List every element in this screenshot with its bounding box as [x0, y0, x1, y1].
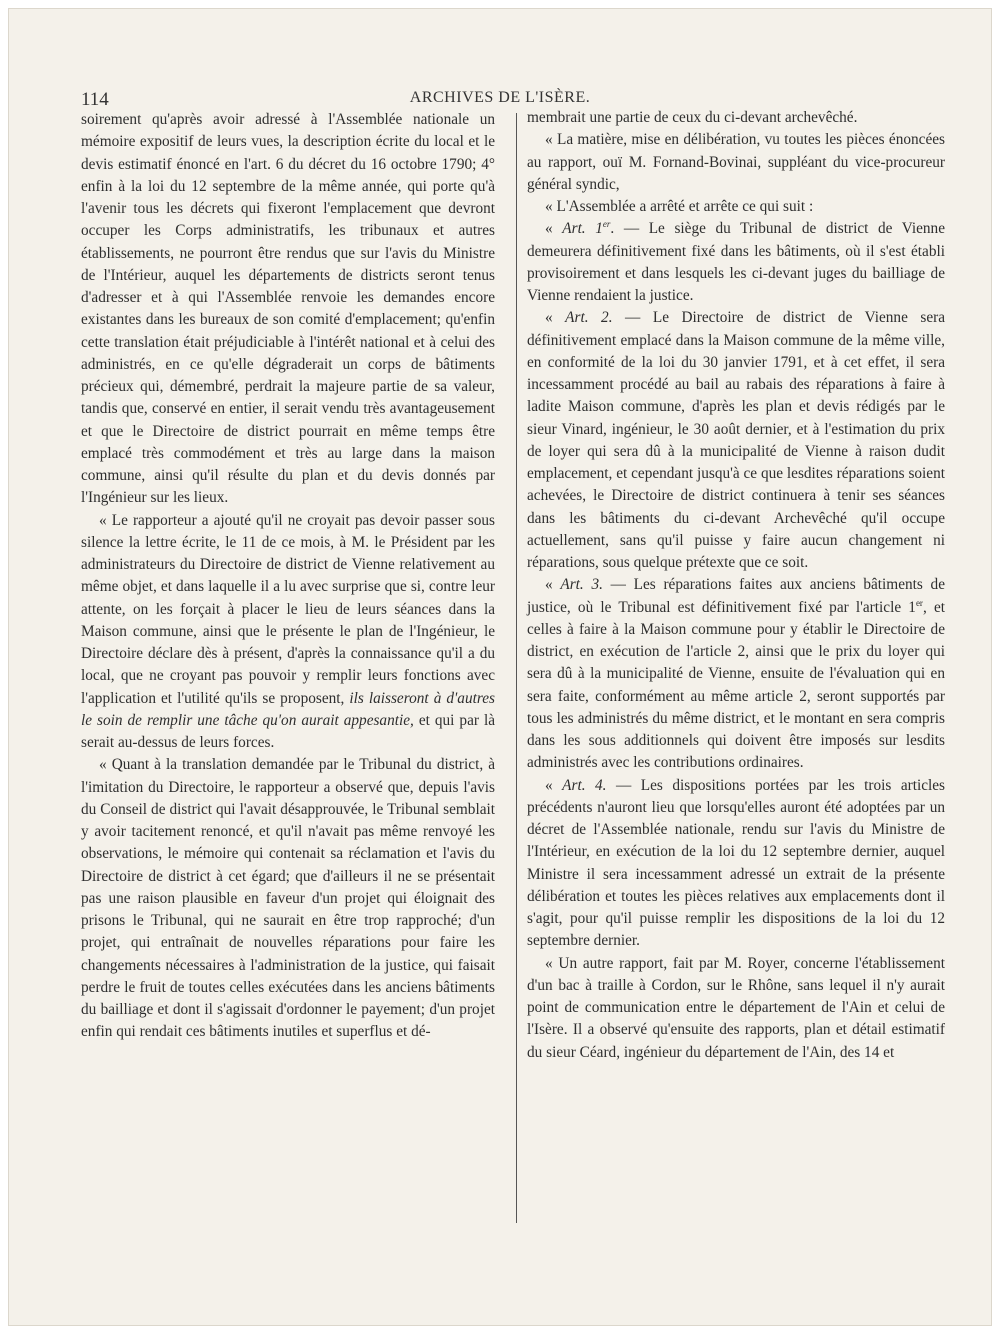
article-label: Art. 1	[562, 220, 603, 238]
paragraph: membrait une partie de ceux du ci-devant archevêché.	[527, 109, 858, 126]
article-1: « Art. 1er. — Le siège du Tribunal de district de Vienne demeurera définitivement fixé dans les bâtiments, où il s'est établi provisoirement et dans lesquels les ci-devant juges du bailliage de Vienne rendaient la justice.	[527, 219, 945, 304]
article-label: Art. 2.	[565, 309, 613, 327]
article-3: « Art. 3. — Les réparations faites aux anciens bâtiments de justice, où le Tribunal est définitivement fixé par l'article 1er, et celles à faire à la Maison commune pour y établir le Directoire de district, en exécution de l'article 2, ainsi que le prix du loyer qui sera dû à la municipalité de Vienne, ensuite de l'évaluation qui en sera faite, conformément au même article 2, seront supportés par tous les administrés du même district, et le montant en sera compris dans les sous additionnels qui doivent être imposés sur lesdits administrés avec les contributions ordinaires.	[527, 576, 945, 772]
paragraph: soirement qu'après avoir adressé à l'Assemblée nationale un mémoire expositif de leurs vues, la description écrite du local et le devis estimatif énoncé en l'art. 6 du décret du 16 octobre 1790; 4° enfin à la loi du 12 septembre de la même année, qui porte qu'à l'avenir tous les décrets qui fixeront l'emplacement que devront occuper les Corps administratifs, les tribunaux et autres établissements, ne pourront être rendus que sur l'avis du Ministre de l'Intérieur, auquel les départements de districts seront tenus d'adresser et à qui l'Assemblée renvoie les demandes encore existantes dans les bureaux de son comité d'emplacement; qu'enfin cette translation était préjudiciable à l'intérêt national et à celui des administrés, en ce qu'elle dégraderait un corps de bâtiments précieux qui, démembré, perdrait la majeure partie de sa valeur, tandis que, conservé en entier, il serait vendu très avantageusement et que le Directoire de district pourrait en même temps être emplacé très commodément et très au large dans la maison commune, ainsi qu'il résulte du plan et du devis donnés par l'Ingénieur sur les lieux.	[81, 111, 495, 507]
article-text: — Les réparations faites aux anciens bâtiments de justice, où le Tribunal est définitivement fixé par l'article 1	[527, 576, 945, 616]
paragraph: « La matière, mise en délibération, vu toutes les pièces énoncées au rapport, ouï M. Fornand-Bovinai, suppléant du vice-procureur général syndic,	[527, 131, 945, 193]
article-text: , et celles à faire à la Maison commune pour y établir le Directoire de district, en exécution de l'article 2, ainsi que le prix du loyer qui sera dû à la municipalité de Vienne, ensuite de l'évaluation qui en sera faite, conformément au même article 2, seront supportés par tous les administrés du même district, et le montant en sera compris dans les sous additionnels qui doivent être imposés sur lesdits administrés avec les contributions ordinaires.	[527, 598, 945, 772]
right-column	[527, 107, 945, 1064]
running-title: ARCHIVES DE L'ISÈRE.	[409, 89, 591, 106]
paragraph: « L'Assemblée a arrêté et arrête ce qui suit :	[545, 198, 814, 215]
article-sup: er	[602, 219, 611, 230]
article-label: Art. 3.	[560, 576, 603, 594]
paragraph	[81, 510, 495, 755]
scanned-page	[8, 8, 992, 1326]
paragraph: « Un autre rapport, fait par M. Royer, concerne l'établissement d'un bac à traille à Cordon, sur le Rhône, sans lequel il n'y aurait point de communication entre le département de l'Ain et celui de l'Isère. Il a observé qu'ensuite des rapports, plan et détail estimatif du sieur Céard, ingénieur du département de l'Ain, des 14 et	[527, 954, 945, 1061]
left-column	[81, 109, 495, 1044]
article-text: — Le Directoire de district de Vienne sera définitivement emplacé dans la Maison commune de la même ville, en conformité de la loi du 30 janvier 1791, et à cet effet, il sera incessamment procédé au bail au rabais des réparations à faire à ladite Maison commune, d'après les plan et devis rédigés par le sieur Vinard, ingénieur, le 30 août dernier, et à l'estimation du prix de loyer qui sera dû à la municipalité de Vienne à raison dudit emplacement, et cependant jusqu'à ce que lesdites réparations soient achevées, le Directoire de district continuera à tenir ses séances dans les bâtiments du ci-devant Archevêché qu'il occupe actuellement, sans qu'il puisse y faire aucun changement ni réparations, sous quelque prétexte que ce soit.	[527, 309, 945, 571]
article-text: — Les dispositions portées par les trois articles précédents n'auront lieu que lorsqu'elles auront été adoptées par un décret de l'Assemblée nationale, rendu sur l'avis du Ministre de l'Intérieur, en exécution de la loi du 12 septembre dernier, auquel Ministre il sera incessamment adressé un extrait de la présente délibération et toutes les pièces relatives aux emplacements dont il s'agit, pour qu'il puisse remplir les dispositions de la loi du 12 septembre dernier.	[527, 776, 945, 950]
page-number: 114	[81, 89, 109, 110]
article-2: « Art. 2. — Le Directoire de district de Vienne sera définitivement emplacé dans la Maison commune de la même ville, en conformité de la loi du 30 janvier 1791, et à cet effet, il sera incessamment procédé au bail au rabais des réparations à faire à ladite Maison commune, d'après les plan et devis rédigés par le sieur Vinard, ingénieur, le 30 août dernier, et à l'estimation du prix de loyer qui sera dû à la municipalité de Vienne à raison dudit emplacement, et cependant jusqu'à ce que lesdites réparations soient achevées, le Directoire de district continuera à tenir ses séances dans les bâtiments du ci-devant Archevêché qu'il occupe actuellement, sans qu'il puisse y faire aucun changement ni réparations, sous quelque prétexte que ce soit.	[527, 309, 945, 571]
article-text: . — Le siège du Tribunal de district de Vienne demeurera définitivement fixé dans les bâtiments, où il s'est établi provisoirement et dans lesquels les ci-devant juges du bailliage de Vienne rendaient la justice.	[527, 220, 945, 304]
paragraph-text: « Le rapporteur a ajouté qu'il ne croyait pas devoir passer sous silence la lettre écrite, le 11 de ce mois, à M. le Président par les administrateurs du Directoire de district de Vienne relativement au même objet, et dans laquelle il a lu avec surprise que si, contre leur attente, on les forçait à placer le lieu de leurs séances dans la Maison commune, ainsi que le présente le plan de l'Ingénieur, le Directoire déclare dès à présent, d'après la connaissance qu'il a du local, que ne croyant pas pouvoir y remplir leurs fonctions avec l'application et l'utilité qu'ils se proposent,	[81, 511, 495, 707]
paragraph-text: et qui par là serait au-dessus de leurs forces.	[81, 711, 495, 751]
article-label: Art. 4.	[562, 776, 607, 794]
column-divider	[516, 113, 517, 1223]
paragraph: « Quant à la translation demandée par le Tribunal du district, à l'imitation du Directoire, le rapporteur a observé que, depuis l'avis du Conseil de district qui l'avait désapprouvée, le Tribunal semblait y avoir tacitement renoncé, et qu'il n'avait pas même renvoyé les observations, le mémoire qui contenait sa réclamation et l'avis du Directoire de district à cet égard; que d'ailleurs il ne se présentait pas une raison plausible en faveur d'un projet qui éloignait des prisons le Tribunal, qui ne saurait en être trop rapproché; d'un projet, qui entraînait de nouvelles réparations pour faire les changements nécessaires à l'administration de la justice, qui faisait perdre le fruit de toutes celles exécutées dans les anciens bâtiments du bailliage et dont il s'agissait d'ordonner le payement; d'un projet enfin qui rendait ces bâtiments inutiles et superflus et dé-	[81, 756, 495, 1041]
article-4: « Art. 4. — Les dispositions portées par les trois articles précédents n'auront lieu que lorsqu'elles auront été adoptées par un décret de l'Assemblée nationale, rendu sur l'avis du Ministre de l'Intérieur, en exécution de la loi du 12 septembre dernier, auquel Ministre il sera incessamment adressé un extrait de la présente délibération et toutes les pièces relatives aux emplacements dont il s'agit, pour qu'il puisse remplir les dispositions de la loi du 12 septembre dernier.	[527, 776, 945, 950]
article-sup: er	[915, 597, 923, 608]
italic-quote: ils laisseront à d'autres le soin de remplir une tâche qu'on aurait appesantie,	[81, 689, 495, 729]
